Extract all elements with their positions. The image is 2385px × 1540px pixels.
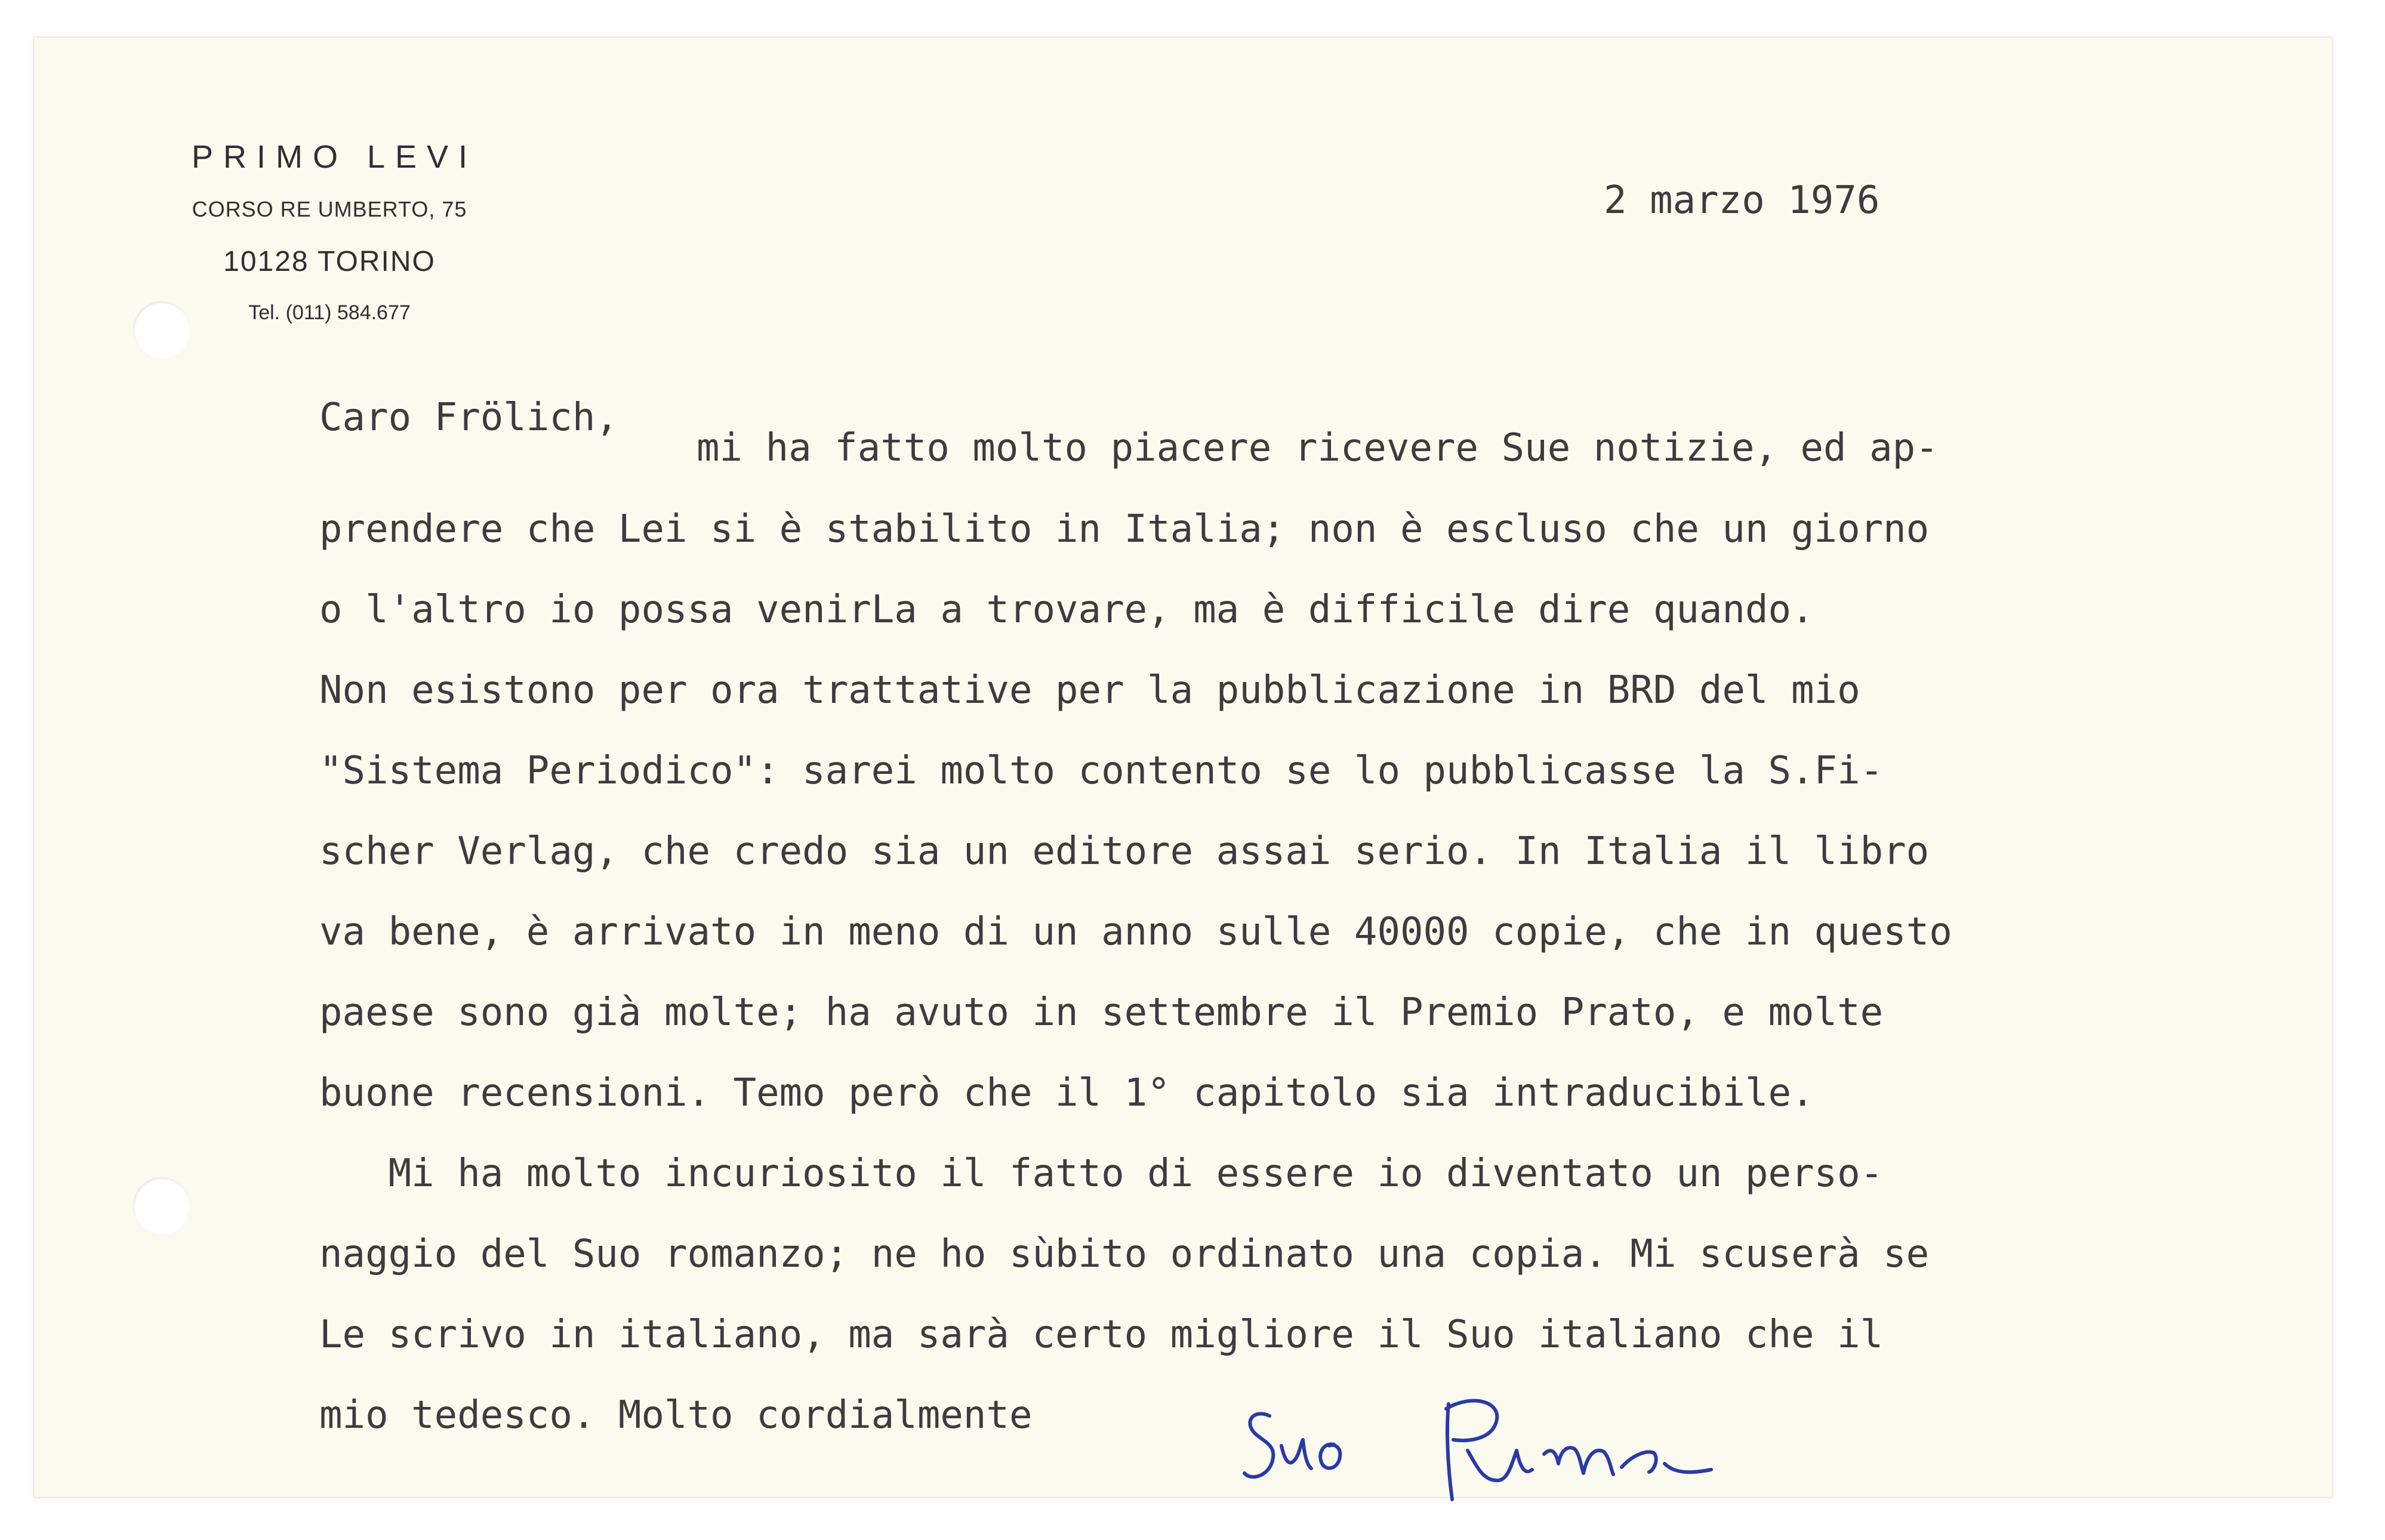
body-line: scher Verlag, che credo sia un editore assai serio. In Italia il libro <box>319 829 1930 874</box>
body-line: buone recensioni. Temo però che il 1° capitolo sia intraducibile. <box>319 1071 1814 1115</box>
body-line: prendere che Lei si è stabilito in Italia; non è escluso che un giorno <box>319 507 1930 551</box>
body-line: Le scrivo in italiano, ma sarà certo migliore il Suo italiano che il <box>319 1313 1884 1357</box>
body-line: Mi ha molto incuriosito il fatto di essere io diventato un perso- <box>319 1152 1884 1196</box>
body-line: mi ha fatto molto piacere ricevere Sue notizie, ed ap- <box>697 426 1939 470</box>
letterhead-telephone: Tel. (011) 584.677 <box>248 301 411 324</box>
signature-text: Suo Primo Levi <box>1468 1513 1513 1519</box>
letter-sheet <box>33 37 2332 1519</box>
letterhead-name: PRIMO LEVI <box>191 139 478 175</box>
letterhead-city: 10128 TORINO <box>223 246 436 277</box>
body-line: o l'altro io possa venirLa a trovare, ma è difficile dire quando. <box>319 588 1814 632</box>
body-line: Non esistono per ora trattative per la pubblicazione in BRD del mio <box>319 668 1860 712</box>
body-line: naggio del Suo romanzo; ne ho sùbito ordinato una copia. Mi scuserà se <box>319 1232 1930 1276</box>
punch-hole-bottom <box>133 1177 190 1235</box>
body-line: va bene, è arrivato in meno di un anno sulle 40000 copie, che in questo <box>319 910 1952 954</box>
body-line: "Sistema Periodico": sarei molto contento se lo pubblicasse la S.Fi- <box>319 749 1884 793</box>
punch-hole-top <box>133 301 190 359</box>
body-line: paese sono già molte; ha avuto in settembre il Premio Prato, e molte <box>319 990 1884 1035</box>
body-line: mio tedesco. Molto cordialmente <box>319 1393 1033 1437</box>
letterhead-address: CORSO RE UMBERTO, 75 <box>192 197 467 221</box>
letter-date: 2 marzo 1976 <box>1604 178 1880 223</box>
salutation: Caro Frölich, <box>319 396 618 440</box>
handwritten-signature <box>1234 1380 1747 1523</box>
letterhead <box>186 130 478 337</box>
